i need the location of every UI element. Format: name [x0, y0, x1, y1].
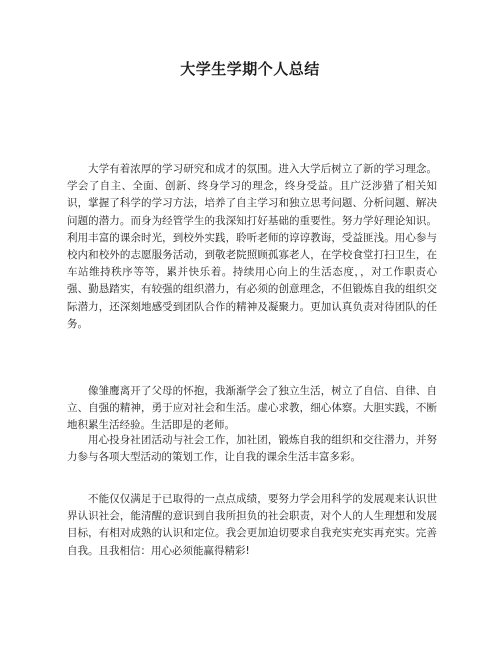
- document-title: 大学生学期个人总结: [180, 60, 320, 78]
- paragraph-text: 用心投身社团活动与社会工作，加社团，锻炼自我的组织和交往潜力，并努力参与各项大型活动的策划工作，让自我的课余生活丰富多彩。: [67, 434, 437, 464]
- paragraph-academic-life: [67, 161, 437, 333]
- paragraph-text: 大学有着浓厚的学习研究和成才的氛围。进入大学后树立了新的学习理念。学会了自主、全面、创新、终身学习的理念，终身受益。且广泛涉猎了相关知识，掌握了科学的学习方法，培养了自主学习和独立思考问题、分析问题、解决问题的潜力。而身为经管学生的我深知打好基础的重要性。努力学好理论知识。利用丰富的课余时光，到校外实践，聆听老师的谆谆教诲，受益匪浅。用心参与校内和校外的志愿服务活动，到敬老院照顾孤寡老人，在学校食堂打扫卫生，在车站维持秩序等等，累并快乐着。持续用心向上的生活态度，，对工作职责心强、勤恳踏实，有较强的组织潜力，有必须的创意理念，不但锻炼自我的组织交际潜力，还深刻地感受到团队合作的精神及凝聚力。更加认真负责对待团队的任务。: [67, 163, 437, 330]
- paragraph-text: 不能仅仅满足于已取得的一点点成绩，要努力学会用科学的发展观来认识世界认识社会，能清醒的意识到自我所担负的社会职责，对个人的人生理想和发展目标，有相对成熟的认识和定位。我会更加迫切要求自我充实充实再充实。完善自我。且我相信：用心必须能赢得精彩!: [67, 493, 437, 557]
- paragraph-text: 像雏鹰离开了父母的怀抱，我渐渐学会了独立生活，树立了自信、自律、自立、自强的精神，勇于应对社会和生活。虚心求教，细心体察。大胆实践，不断地积累生活经验。生活即是的老师。: [67, 385, 437, 432]
- paragraph-independence: [67, 383, 437, 435]
- paragraph-clubs: [67, 432, 437, 466]
- paragraph-outlook: [67, 491, 437, 560]
